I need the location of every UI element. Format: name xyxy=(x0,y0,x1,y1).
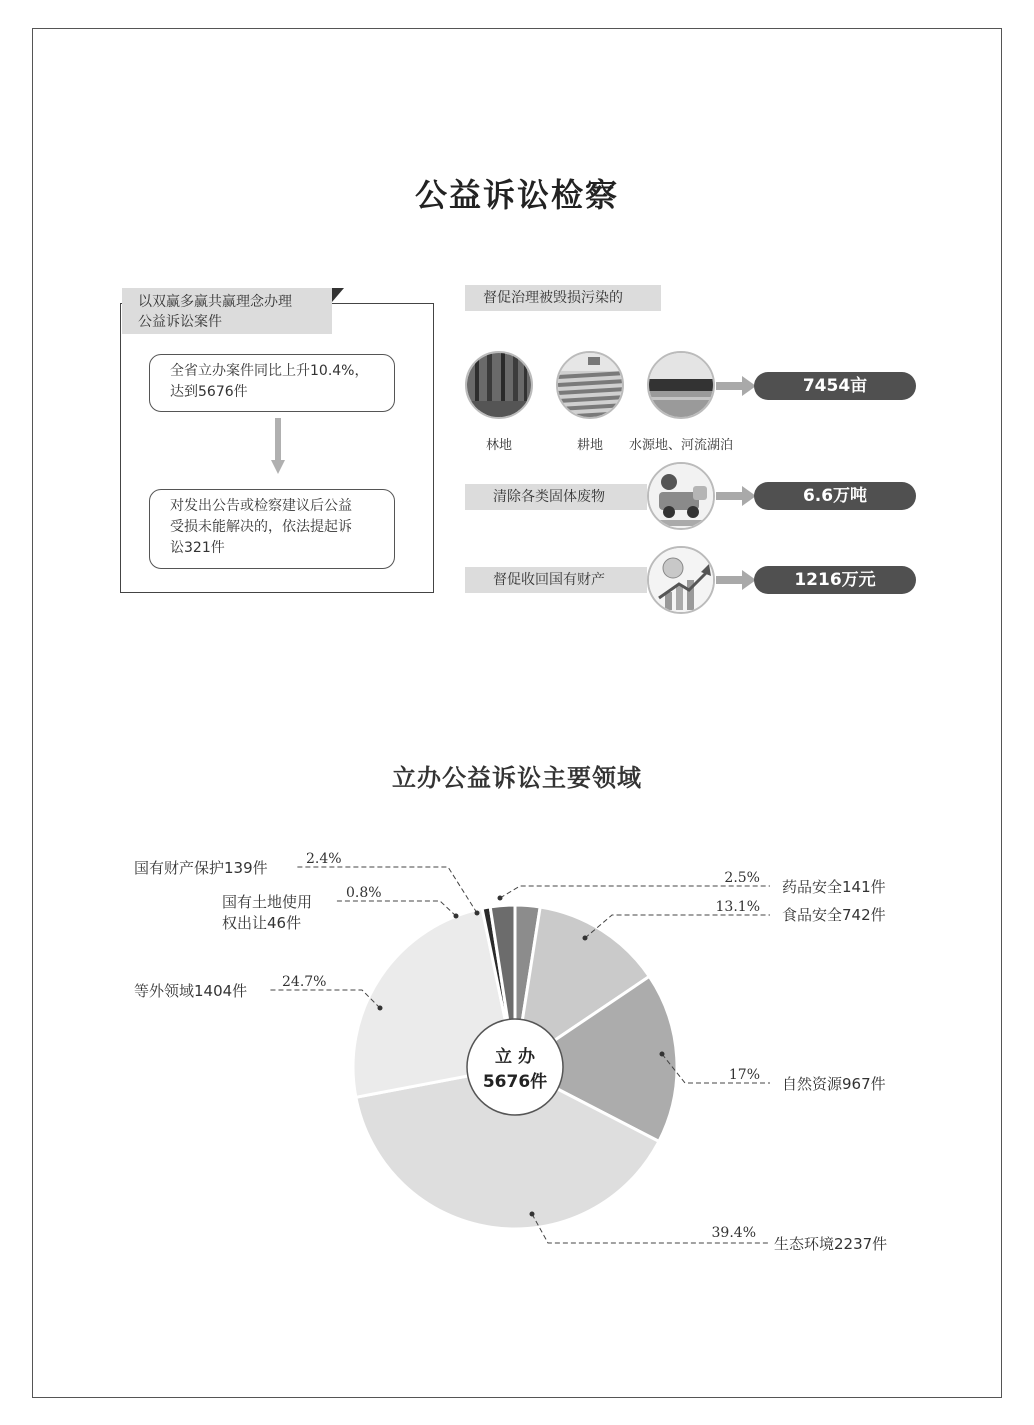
pct-nature: 17% xyxy=(728,1067,760,1083)
leader-dot-eco xyxy=(530,1212,535,1217)
case-count-line1: 全省立办案件同比上升10.4%， xyxy=(170,363,369,379)
chart-title: 立办公益诉讼主要领域 xyxy=(392,764,642,792)
label-food: 食品安全742件 xyxy=(782,906,886,924)
leader-dot-drug xyxy=(498,896,503,901)
label-asset: 国有财产保护139件 xyxy=(134,859,268,877)
label-drug: 药品安全141件 xyxy=(782,878,886,896)
image-caption-forest: 林地 xyxy=(485,438,512,453)
pct-drug: 2.5% xyxy=(724,870,760,886)
leader-dot-food xyxy=(583,936,588,941)
pie-center-circle xyxy=(467,1019,563,1115)
band-state-assets: 督促收回国有财产 xyxy=(465,567,647,593)
case-count-line2: 达到5676件 xyxy=(170,384,248,400)
pct-food: 13.1% xyxy=(715,899,760,915)
leader-land xyxy=(334,901,456,916)
value-pill-assets: 1216万元 xyxy=(754,566,916,594)
leader-food xyxy=(585,915,770,938)
lawsuit-line3: 讼321件 xyxy=(170,540,225,556)
lawsuit-line2: 受损未能解决的，依法提起诉 xyxy=(170,519,352,535)
leader-drug xyxy=(500,886,770,898)
pct-other: 24.7% xyxy=(282,974,327,990)
leader-other xyxy=(270,990,380,1008)
band-solid-waste: 清除各类固体废物 xyxy=(465,484,647,510)
pie-center-line1: 立 办 xyxy=(495,1047,535,1067)
leader-dot-asset xyxy=(475,911,480,916)
leader-dot-land xyxy=(454,914,459,919)
value-pill-farmland: 7454亩 xyxy=(754,372,916,400)
label-nature: 自然资源967件 xyxy=(782,1075,886,1093)
left-heading-line1: 以双赢多赢共赢理念办理 xyxy=(138,294,292,310)
left-heading-line2: 公益诉讼案件 xyxy=(138,314,222,330)
leader-asset xyxy=(296,867,477,913)
label-land-line1: 国有土地使用 xyxy=(222,893,313,911)
image-caption-farmland: 耕地 xyxy=(576,438,603,453)
pct-asset: 2.4% xyxy=(306,851,342,867)
pct-land: 0.8% xyxy=(346,885,382,901)
pct-eco: 39.4% xyxy=(711,1225,756,1241)
value-pill-waste: 6.6万吨 xyxy=(754,482,916,510)
right-panel-heading: 督促治理被毁损污染的 xyxy=(465,285,661,311)
label-land-line2: 权出让46件 xyxy=(222,914,302,932)
lawsuit-line1: 对发出公告或检察建议后公益 xyxy=(170,498,352,514)
leader-dot-nature xyxy=(660,1052,665,1057)
label-eco: 生态环境2237件 xyxy=(774,1235,888,1253)
image-caption-lake: 水源地、河流湖泊 xyxy=(628,438,733,453)
pie-center-line2: 5676件 xyxy=(482,1072,548,1092)
leader-dot-other xyxy=(378,1006,383,1011)
label-other: 等外领域1404件 xyxy=(134,982,248,1000)
page-title: 公益诉讼检察 xyxy=(414,176,619,214)
